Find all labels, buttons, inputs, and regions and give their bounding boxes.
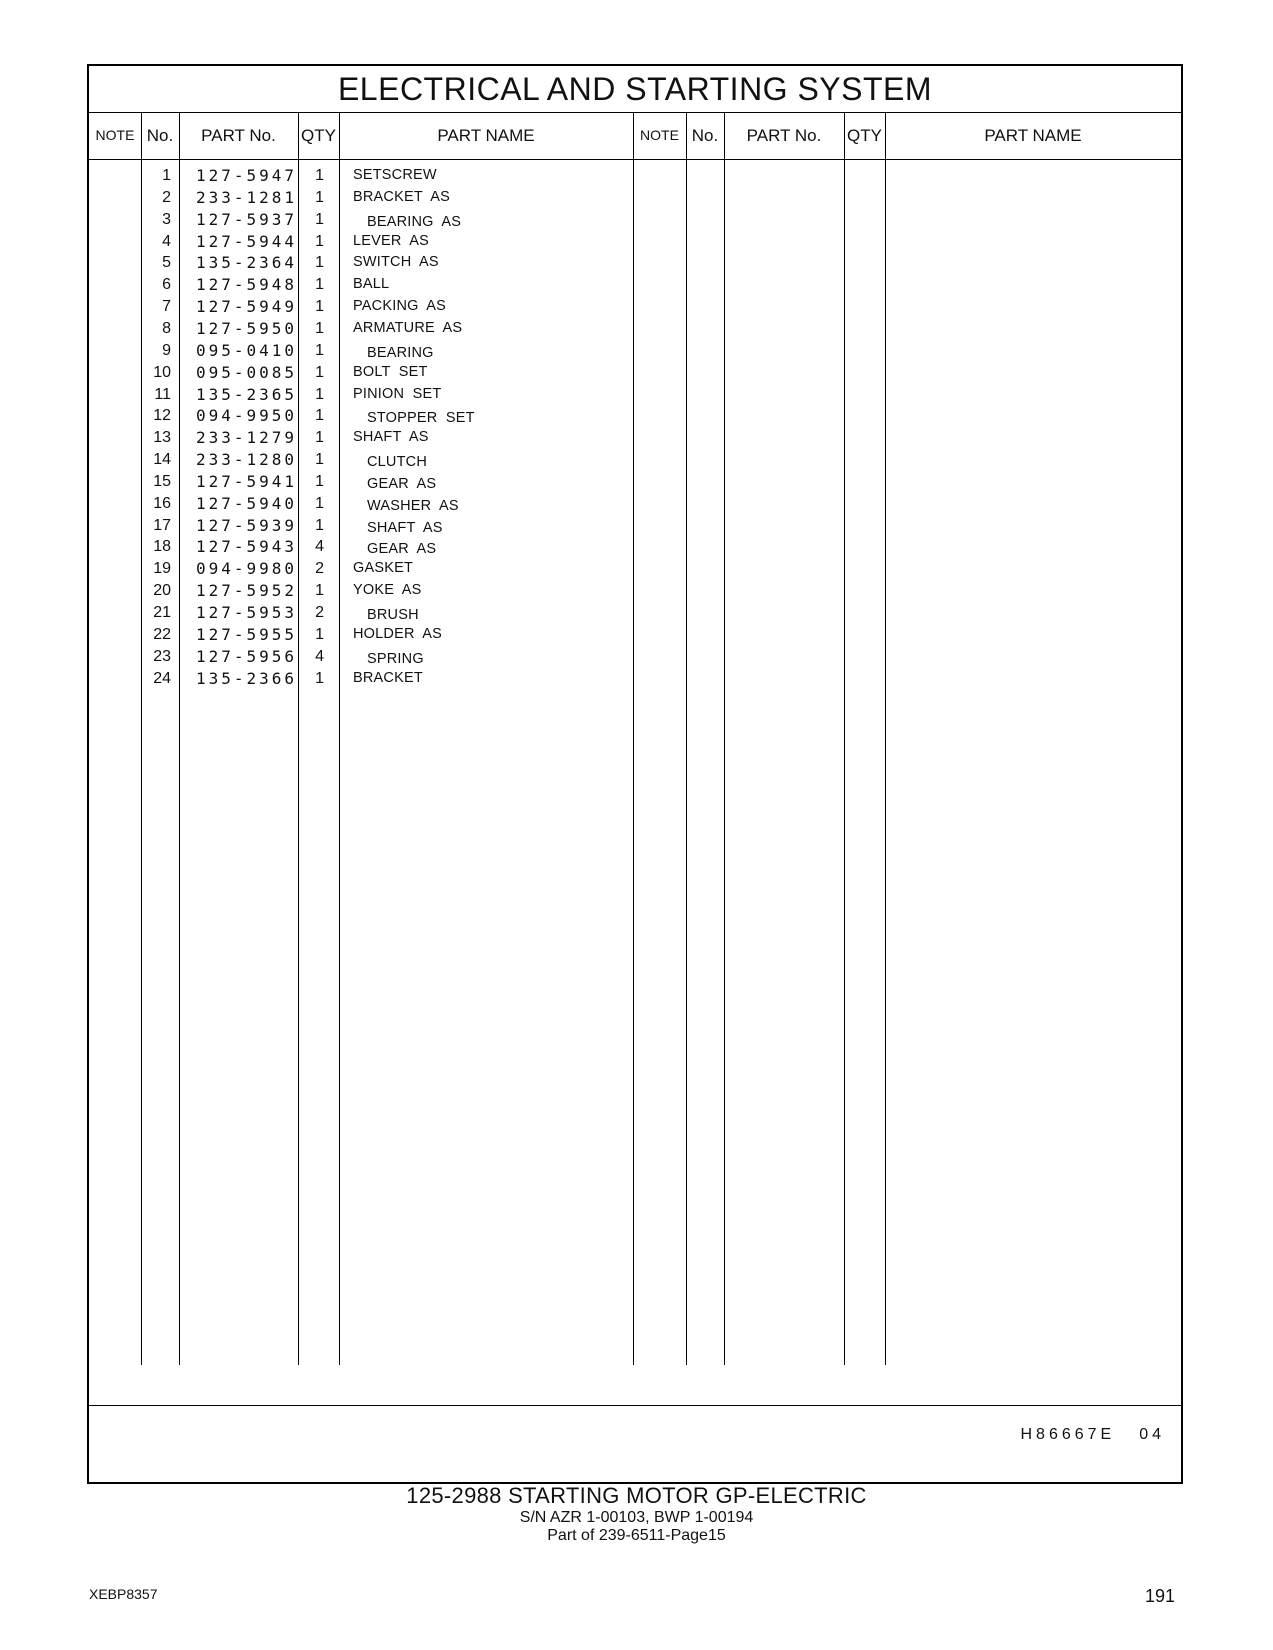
quantity: 1: [315, 472, 324, 490]
part-number: 233-1279: [196, 428, 298, 448]
part-name: BRACKET: [353, 669, 423, 686]
table-row: [89, 514, 1181, 537]
quantity: 1: [315, 494, 324, 512]
quantity: 1: [315, 516, 324, 534]
part-number: 135-2365: [196, 384, 298, 404]
table-row: [89, 208, 1181, 231]
part-number: 094-9980: [196, 559, 298, 579]
item-number: 4: [162, 232, 171, 250]
item-number: 10: [153, 363, 171, 381]
table-row: [89, 426, 1181, 449]
item-number: 19: [153, 560, 171, 578]
quantity: 1: [315, 276, 324, 294]
part-name: SETSCREW: [353, 167, 437, 183]
quantity: 1: [315, 582, 324, 600]
table-row: [89, 230, 1181, 253]
table-row: [89, 448, 1181, 471]
part-name: BRUSH: [367, 607, 419, 623]
quantity: 1: [315, 232, 324, 250]
header-part-no-right: PART No.: [746, 126, 822, 145]
part-name: PACKING AS: [353, 298, 446, 315]
header-note-left: NOTE: [95, 127, 135, 143]
part-name: LEVER AS: [353, 232, 429, 249]
table-row: [89, 404, 1181, 427]
item-number: 9: [162, 341, 171, 359]
part-number: 233-1281: [196, 187, 298, 207]
part-number: 095-0410: [196, 340, 298, 360]
header-no-right: No.: [691, 126, 719, 145]
part-name: BEARING: [367, 344, 434, 361]
part-name: SWITCH AS: [353, 254, 439, 271]
parts-list-frame: [87, 64, 1183, 1484]
quantity: 4: [315, 538, 324, 556]
item-number: 15: [153, 472, 171, 490]
part-name: BEARING AS: [367, 213, 462, 230]
item-number: 20: [153, 582, 171, 600]
item-number: 11: [154, 385, 171, 403]
part-number: 127-5944: [196, 231, 298, 251]
quantity: 1: [315, 254, 324, 272]
table-row: [89, 361, 1181, 384]
part-number: 095-0085: [196, 362, 298, 382]
part-number: 127-5949: [196, 297, 298, 317]
part-number: 127-5952: [196, 581, 298, 601]
item-number: 12: [153, 407, 171, 425]
part-number: 127-5950: [196, 318, 298, 338]
quantity: 2: [315, 604, 324, 621]
part-number: 127-5937: [196, 209, 298, 229]
caption-title: 125-2988 STARTING MOTOR GP-ELECTRIC: [406, 1483, 867, 1508]
header-qty-left: QTY: [301, 126, 336, 145]
part-name: SPRING: [367, 650, 424, 667]
table-row: [89, 601, 1181, 624]
table-row: [89, 535, 1181, 558]
table-row: [89, 251, 1181, 274]
quantity: 1: [315, 167, 324, 184]
part-name: PINION SET: [353, 385, 442, 402]
quantity: 1: [315, 210, 324, 228]
table-row: [89, 557, 1181, 580]
column-header-row: [89, 113, 1181, 160]
part-number: 127-5955: [196, 624, 298, 644]
item-number: 13: [153, 429, 171, 447]
quantity: 1: [315, 451, 324, 469]
caption-part-of: Part of 239-6511-Page15: [547, 1527, 726, 1544]
table-row: [89, 623, 1181, 646]
quantity: 1: [315, 319, 324, 337]
quantity: 4: [315, 647, 324, 665]
part-name: SHAFT AS: [353, 429, 429, 446]
table-row: [89, 492, 1181, 515]
table-row: [89, 579, 1181, 602]
illustration-code-text: H86667E: [1020, 1426, 1116, 1443]
part-name: BOLT SET: [353, 363, 428, 380]
item-number: 6: [162, 276, 171, 294]
quantity: 1: [315, 363, 324, 381]
illustration-rev-text: 04: [1139, 1426, 1165, 1443]
part-name: STOPPER SET: [367, 410, 475, 427]
part-name: YOKE AS: [353, 582, 422, 599]
item-number: 3: [162, 210, 171, 228]
part-number: 127-5940: [196, 493, 298, 513]
item-number: 18: [153, 538, 171, 556]
illustration-code: [996, 1426, 1165, 1444]
caption-serial: S/N AZR 1-00103, BWP 1-00194: [519, 1509, 754, 1526]
part-number: 135-2366: [196, 668, 298, 688]
part-name: GASKET: [353, 560, 414, 577]
table-row: [89, 164, 1181, 187]
quantity: 1: [315, 669, 324, 687]
table-row: [89, 383, 1181, 406]
quantity: 1: [315, 429, 324, 447]
part-number: 127-5941: [196, 471, 298, 491]
quantity: 1: [315, 341, 324, 359]
item-number: 23: [153, 647, 171, 665]
part-number: 135-2364: [196, 253, 298, 273]
part-number: 127-5943: [196, 537, 298, 557]
part-number: 127-5956: [196, 646, 298, 666]
part-number: 127-5939: [196, 515, 298, 535]
header-part-no-left: PART No.: [201, 126, 276, 145]
item-number: 14: [153, 451, 171, 469]
table-row: [89, 339, 1181, 362]
document-id: XEBP8357: [89, 1586, 158, 1602]
quantity: 2: [315, 560, 324, 578]
table-row: [89, 667, 1181, 690]
table-row: [89, 317, 1181, 340]
section-title: ELECTRICAL AND STARTING SYSTEM: [89, 66, 1181, 113]
header-no-left: No.: [146, 126, 174, 145]
item-number: 2: [162, 188, 171, 206]
item-number: 21: [153, 604, 171, 621]
item-number: 1: [162, 167, 171, 184]
part-name: ARMATURE AS: [353, 319, 463, 336]
quantity: 1: [315, 625, 324, 643]
header-qty-right: QTY: [847, 126, 882, 145]
item-number: 24: [153, 669, 171, 687]
header-note-right: NOTE: [640, 127, 679, 143]
table-row: [89, 273, 1181, 296]
part-name: BALL: [353, 276, 390, 293]
quantity: 1: [315, 298, 324, 316]
part-number: 094-9950: [196, 406, 298, 426]
part-name: WASHER AS: [367, 497, 459, 514]
part-name: SHAFT AS: [367, 519, 443, 536]
part-number: 127-5948: [196, 275, 298, 295]
header-part-name-right: PART NAME: [984, 126, 1082, 145]
table-row: [89, 470, 1181, 493]
quantity: 1: [315, 385, 324, 403]
part-name: GEAR AS: [367, 541, 437, 558]
quantity: 1: [315, 407, 324, 425]
table-row: [89, 186, 1181, 209]
part-number: 233-1280: [196, 450, 298, 470]
table-row: [89, 295, 1181, 318]
part-number: 127-5953: [196, 603, 298, 622]
item-number: 7: [162, 298, 171, 316]
header-part-name-left: PART NAME: [437, 126, 535, 145]
table-bottom-rule: [89, 1405, 1181, 1406]
part-name: BRACKET AS: [353, 188, 451, 205]
part-name: CLUTCH: [367, 454, 428, 471]
page-number: 191: [1145, 1586, 1176, 1606]
table-row: [89, 645, 1181, 668]
part-name: HOLDER AS: [353, 625, 443, 642]
item-number: 17: [153, 516, 171, 534]
item-number: 22: [153, 625, 171, 643]
item-number: 8: [162, 319, 171, 337]
item-number: 16: [153, 494, 171, 512]
part-number: 127-5947: [196, 166, 298, 185]
part-name: GEAR AS: [367, 475, 437, 492]
item-number: 5: [162, 254, 171, 272]
quantity: 1: [315, 188, 324, 206]
